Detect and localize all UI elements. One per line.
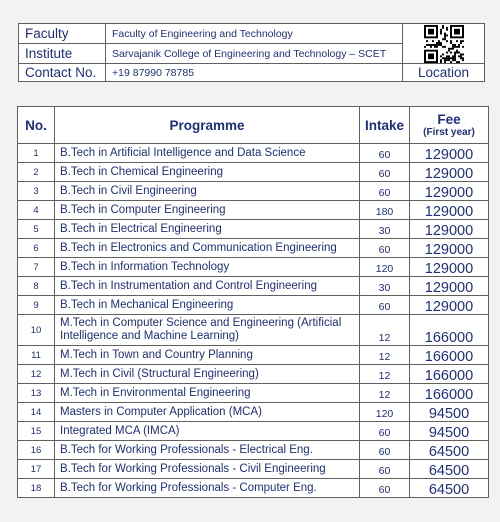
row-intake: 60 — [360, 479, 410, 498]
header-programme: Programme — [55, 107, 360, 144]
row-no: 5 — [18, 220, 55, 239]
row-intake: 60 — [360, 239, 410, 258]
header-intake: Intake — [360, 107, 410, 144]
row-intake: 60 — [360, 163, 410, 182]
programme-table — [17, 106, 489, 498]
row-fee: 64500 — [410, 441, 489, 460]
row-programme: B.Tech for Working Professionals - Computer Eng. — [55, 479, 360, 498]
row-programme: Integrated MCA (IMCA) — [55, 422, 360, 441]
row-intake: 30 — [360, 277, 410, 296]
contact-label: Contact No. — [19, 64, 106, 82]
table-row — [18, 239, 489, 258]
row-programme: B.Tech in Instrumentation and Control Engineering — [55, 277, 360, 296]
faculty-label: Faculty — [19, 24, 106, 44]
row-intake: 180 — [360, 201, 410, 220]
row-programme: B.Tech in Electronics and Communication Engineering — [55, 239, 360, 258]
row-fee: 64500 — [410, 460, 489, 479]
row-intake: 120 — [360, 403, 410, 422]
row-intake: 12 — [360, 365, 410, 384]
table-row — [18, 258, 489, 277]
table-row — [18, 479, 489, 498]
row-programme: B.Tech in Mechanical Engineering — [55, 296, 360, 315]
row-no: 1 — [18, 144, 55, 163]
row-fee: 129000 — [410, 258, 489, 277]
location-link[interactable]: Location — [403, 64, 485, 82]
row-fee: 129000 — [410, 296, 489, 315]
row-intake: 30 — [360, 220, 410, 239]
row-no: 14 — [18, 403, 55, 422]
row-fee: 166000 — [410, 346, 489, 365]
institute-info-table — [18, 23, 485, 82]
table-row — [18, 296, 489, 315]
faculty-value: Faculty of Engineering and Technology — [106, 24, 403, 44]
row-fee: 166000 — [410, 384, 489, 403]
row-programme: B.Tech in Chemical Engineering — [55, 163, 360, 182]
row-programme: Masters in Computer Application (MCA) — [55, 403, 360, 422]
row-fee: 129000 — [410, 220, 489, 239]
row-intake: 60 — [360, 422, 410, 441]
row-programme: B.Tech for Working Professionals - Electrical Eng. — [55, 441, 360, 460]
table-row — [18, 315, 489, 346]
table-header-row — [18, 107, 489, 144]
table-row — [18, 220, 489, 239]
row-no: 10 — [18, 315, 55, 346]
row-programme: B.Tech in Artificial Intelligence and Data Science — [55, 144, 360, 163]
row-fee: 94500 — [410, 422, 489, 441]
row-intake: 60 — [360, 460, 410, 479]
row-intake: 12 — [360, 384, 410, 403]
table-row — [18, 182, 489, 201]
row-fee: 129000 — [410, 182, 489, 201]
table-row — [18, 441, 489, 460]
table-row — [18, 201, 489, 220]
institute-value: Sarvajanik College of Engineering and Technology – SCET — [106, 44, 403, 64]
row-programme: M.Tech in Civil (Structural Engineering) — [55, 365, 360, 384]
row-no: 7 — [18, 258, 55, 277]
table-row — [18, 422, 489, 441]
row-no: 2 — [18, 163, 55, 182]
institute-label: Institute — [19, 44, 106, 64]
header-no: No. — [18, 107, 55, 144]
row-no: 15 — [18, 422, 55, 441]
row-no: 17 — [18, 460, 55, 479]
table-row — [18, 365, 489, 384]
row-programme: B.Tech in Information Technology — [55, 258, 360, 277]
row-fee: 129000 — [410, 163, 489, 182]
row-fee: 129000 — [410, 277, 489, 296]
row-intake: 12 — [360, 315, 410, 346]
qr-code-icon[interactable] — [424, 25, 464, 63]
table-row — [18, 384, 489, 403]
row-no: 9 — [18, 296, 55, 315]
table-row — [18, 403, 489, 422]
header-fee-label: Fee — [437, 112, 461, 127]
programme-table-body — [18, 144, 489, 498]
table-row — [18, 460, 489, 479]
row-no: 4 — [18, 201, 55, 220]
row-fee: 166000 — [410, 315, 489, 346]
header-fee — [410, 107, 489, 144]
row-programme: M.Tech in Environmental Engineering — [55, 384, 360, 403]
row-no: 12 — [18, 365, 55, 384]
table-row — [18, 277, 489, 296]
header-fee-sub: (First year) — [423, 127, 475, 138]
row-programme: M.Tech in Computer Science and Engineering (Artificial Intelligence and Machine Learning) — [55, 315, 360, 346]
row-programme: B.Tech for Working Professionals - Civil Engineering — [55, 460, 360, 479]
row-intake: 60 — [360, 144, 410, 163]
table-row — [18, 163, 489, 182]
row-fee: 94500 — [410, 403, 489, 422]
row-intake: 60 — [360, 296, 410, 315]
table-row — [18, 346, 489, 365]
row-programme: B.Tech in Computer Engineering — [55, 201, 360, 220]
row-programme: B.Tech in Electrical Engineering — [55, 220, 360, 239]
row-intake: 120 — [360, 258, 410, 277]
row-fee: 129000 — [410, 239, 489, 258]
row-intake: 60 — [360, 441, 410, 460]
row-programme: M.Tech in Town and Country Planning — [55, 346, 360, 365]
row-intake: 12 — [360, 346, 410, 365]
row-no: 3 — [18, 182, 55, 201]
row-no: 8 — [18, 277, 55, 296]
row-fee: 166000 — [410, 365, 489, 384]
row-no: 16 — [18, 441, 55, 460]
row-fee: 129000 — [410, 201, 489, 220]
qr-cell — [403, 24, 485, 64]
row-no: 13 — [18, 384, 55, 403]
row-no: 6 — [18, 239, 55, 258]
table-row — [18, 144, 489, 163]
row-programme: B.Tech in Civil Engineering — [55, 182, 360, 201]
row-no: 18 — [18, 479, 55, 498]
row-fee: 129000 — [410, 144, 489, 163]
row-fee: 64500 — [410, 479, 489, 498]
row-intake: 60 — [360, 182, 410, 201]
row-no: 11 — [18, 346, 55, 365]
contact-value: +19 87990 78785 — [106, 64, 403, 82]
